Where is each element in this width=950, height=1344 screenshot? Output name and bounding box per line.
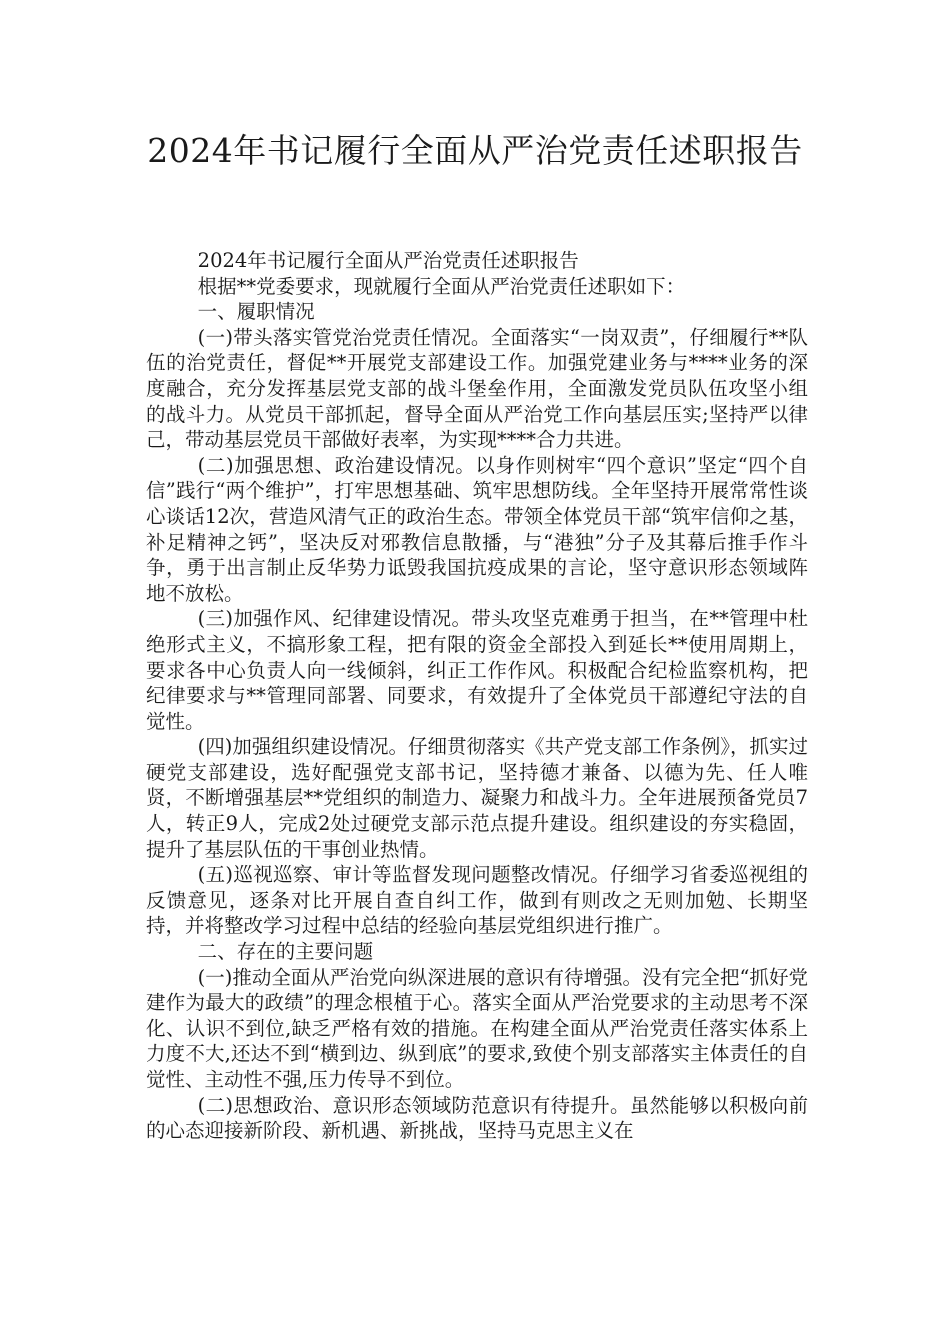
- paragraph-duty-2: (二)加强思想、政治建设情况。以身作则树牢“四个意识”坚定“四个自信”践行“两个维护”，打牢思想基础、筑牢思想防线。全年坚持开展常常性谈心谈话12次，营造风清气正的政治生态。带领全体党员干部“筑牢信仰之基，补足精神之钙”，坚决反对邪教信息散播，与“港独”分子及其幕后推手作斗争，勇于出言制止反华势力诋毁我国抗疫成果的言论，坚守意识形态领域阵地不放松。: [146, 453, 808, 605]
- paragraph-duty-3: (三)加强作风、纪律建设情况。带头攻坚克难勇于担当，在**管理中杜绝形式主义，不搞形象工程，把有限的资金全部投入到延长**使用周期上，要求各中心负责人向一线倾斜，纠正工作作风。积极配合纪检监察机构，把纪律要求与**管理同部署、同要求，有效提升了全体党员干部遵纪守法的自觉性。: [146, 607, 808, 733]
- document-body: [146, 248, 808, 1144]
- paragraph-problem-1: (一)推动全面从严治党向纵深进展的意识有待增强。没有完全把“抓好党建作为最大的政绩”的理念根植于心。落实全面从严治党要求的主动思考不深化、认识不到位,缺乏严格有效的措施。在构建全面从严治党责任落实体系上力度不大,还达不到“横到边、纵到底”的要求,致使个别支部落实主体责任的自觉性、主动性不强,压力传导不到位。: [146, 965, 808, 1091]
- paragraph-duty-4: (四)加强组织建设情况。仔细贯彻落实《共产党支部工作条例》，抓实过硬党支部建设，选好配强党支部书记，坚持德才兼备、以德为先、任人唯贤，不断增强基层**党组织的制造力、凝聚力和战斗力。全年进展预备党员7人，转正9人，完成2处过硬党支部示范点提升建设。组织建设的夯实稳固，提升了基层队伍的干事创业热情。: [146, 735, 808, 861]
- paragraph-problem-2: (二)思想政治、意识形态领域防范意识有待提升。虽然能够以积极向前的心态迎接新阶段、新机遇、新挑战，坚持马克思主义在: [146, 1093, 808, 1143]
- subtitle-line: 2024年书记履行全面从严治党责任述职报告: [197, 249, 579, 272]
- section-heading-duties: 一、履职情况: [197, 300, 315, 324]
- paragraph-duty-5: (五)巡视巡察、审计等监督发现问题整改情况。仔细学习省委巡视组的反馈意见，逐条对比开展自查自纠工作，做到有则改之无则加勉、长期坚持，并将整改学习过程中总结的经验向基层党组织进行推广。: [146, 863, 808, 938]
- intro-paragraph: 根据**党委要求，现就履行全面从严治党责任述职如下：: [197, 274, 686, 298]
- section-heading-problems: 二、存在的主要问题: [197, 940, 374, 964]
- document-title: 2024年书记履行全面从严治党责任述职报告: [147, 131, 803, 170]
- paragraph-duty-1: (一)带头落实管党治党责任情况。全面落实“一岗双责”，仔细履行**队伍的治党责任，督促**开展党支部建设工作。加强党建业务与****业务的深度融合，充分发挥基层党支部的战斗堡垒作用，全面激发党员队伍攻坚小组的战斗力。从党员干部抓起，督导全面从严治党工作向基层压实;坚持严以律己，带动基层党员干部做好表率，为实现****合力共进。: [146, 325, 808, 452]
